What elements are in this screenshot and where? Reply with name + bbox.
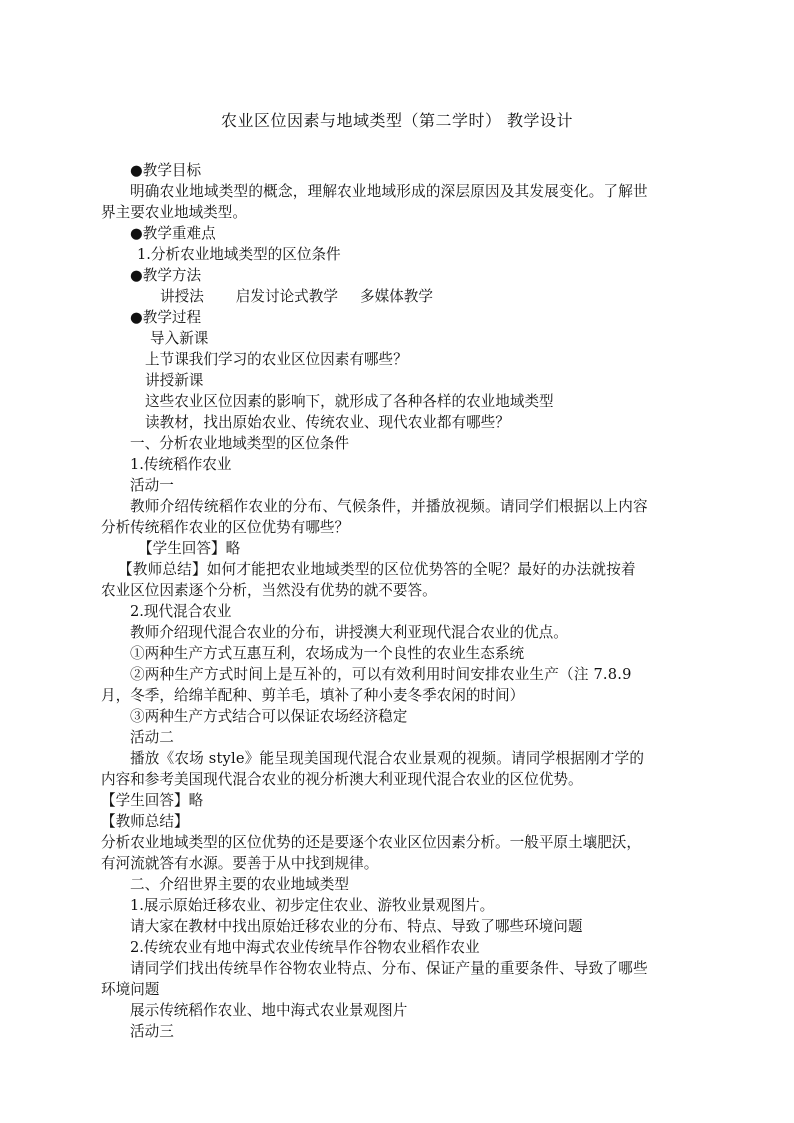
teacher-summary-1-line-1: 【教师总结】如何才能把农业地域类型的区位优势答的全呢？最好的办法就按着 bbox=[118, 561, 636, 578]
methods-list bbox=[160, 286, 433, 307]
goals-heading: ●教学目标 bbox=[130, 162, 202, 179]
process-heading: ●教学过程 bbox=[130, 309, 202, 326]
method-item: 讲授法 bbox=[160, 288, 204, 305]
mixed-point-2-line-2: 月，冬季，给绵羊配种、剪羊毛，填补了种小麦冬季农闲的时间） bbox=[101, 687, 525, 704]
method-item: 多媒体教学 bbox=[359, 288, 433, 305]
activity-1-text-line-2: 分析传统稻作农业的区位优势有哪些？ bbox=[101, 519, 350, 536]
activity-2-text-line-1: 播放《农场 style》能呈现美国现代混合农业景观的视频。请同学根据刚才学的 bbox=[130, 750, 645, 767]
mixed-point-1: ①两种生产方式互惠互利，农场成为一个良性的农业生态系统 bbox=[130, 645, 525, 662]
activity-2-label: 活动二 bbox=[130, 729, 174, 746]
ask-item-1: 请大家在教材中找出原始迁移农业的分布、特点、导致了哪些环境问题 bbox=[130, 918, 583, 935]
teacher-summary-1-line-2: 农业区位因素逐个分析，当然没有优势的就不要答。 bbox=[101, 582, 437, 599]
activity-1-text-line-1: 教师介绍传统稻作农业的分布、气候条件，并播放视频。请同学们根据以上内容 bbox=[130, 498, 648, 515]
student-answer-1: 【学生回答】略 bbox=[138, 540, 241, 557]
mixed-point-3: ③两种生产方式结合可以保证农场经济稳定 bbox=[130, 708, 408, 725]
mixed-point-2-line-1: ②两种生产方式时间上是互补的，可以有效利用时间安排农业生产（注 7.8.9 bbox=[130, 666, 632, 683]
rice-heading: 1.传统稻作农业 bbox=[130, 456, 232, 473]
teach-label: 讲授新课 bbox=[145, 372, 204, 389]
key-points-heading: ●教学重难点 bbox=[130, 225, 216, 242]
methods-heading: ●教学方法 bbox=[130, 267, 202, 284]
summary-text-line-1: 分析农业地域类型的区位优势的还是要逐个农业区位因素分析。一般平原土壤肥沃， bbox=[101, 834, 641, 851]
mixed-farming-intro: 教师介绍现代混合农业的分布，讲授澳大利亚现代混合农业的优点。 bbox=[130, 624, 568, 641]
activity-2-text-line-2: 内容和参考美国现代混合农业的视分析澳大利亚现代混合农业的区位优势。 bbox=[101, 771, 583, 788]
document-title: 农业区位因素与地域类型（第二学时） 教学设计 bbox=[220, 111, 574, 130]
goals-text-line-1: 明确农业地域类型的概念，理解农业地域形成的深层原因及其发展变化。了解世 bbox=[130, 183, 648, 200]
teacher-summary-2: 【教师总结】 bbox=[101, 813, 189, 830]
goals-text-line-2: 界主要农业地域类型。 bbox=[101, 204, 247, 221]
section-1-heading: 一、分析农业地域类型的区位条件 bbox=[130, 435, 349, 452]
ask-item-2-line-1: 请同学们找出传统旱作谷物农业特点、分布、保证产量的重要条件、导致了哪些 bbox=[130, 960, 648, 977]
show-item-3: 展示传统稻作农业、地中海式农业景观图片 bbox=[130, 1002, 408, 1019]
intro-label: 导入新课 bbox=[150, 330, 209, 347]
method-item: 启发讨论式教学 bbox=[235, 288, 338, 305]
summary-text-line-2: 有河流就答有水源。要善于从中找到规律。 bbox=[101, 855, 379, 872]
section-2-heading: 二、介绍世界主要的农业地域类型 bbox=[130, 876, 349, 893]
intro-question: 上节课我们学习的农业区位因素有哪些？ bbox=[145, 351, 408, 368]
show-item-2: 2.传统农业有地中海式农业传统旱作谷物农业稻作农业 bbox=[130, 939, 480, 956]
show-item-1: 1.展示原始迁移农业、初步定住农业、游牧业景观图片。 bbox=[130, 897, 495, 914]
mixed-farming-heading: 2.现代混合农业 bbox=[130, 603, 232, 620]
activity-1-label: 活动一 bbox=[130, 477, 174, 494]
student-answer-2: 【学生回答】略 bbox=[101, 792, 204, 809]
key-point-item: 1.分析农业地域类型的区位条件 bbox=[137, 246, 341, 263]
read-text: 读教材，找出原始农业、传统农业、现代农业都有哪些？ bbox=[145, 414, 510, 431]
teach-text: 这些农业区位因素的影响下，就形成了各种各样的农业地域类型 bbox=[145, 393, 554, 410]
ask-item-2-line-2: 环境问题 bbox=[101, 981, 160, 998]
activity-3-label: 活动三 bbox=[130, 1023, 174, 1040]
